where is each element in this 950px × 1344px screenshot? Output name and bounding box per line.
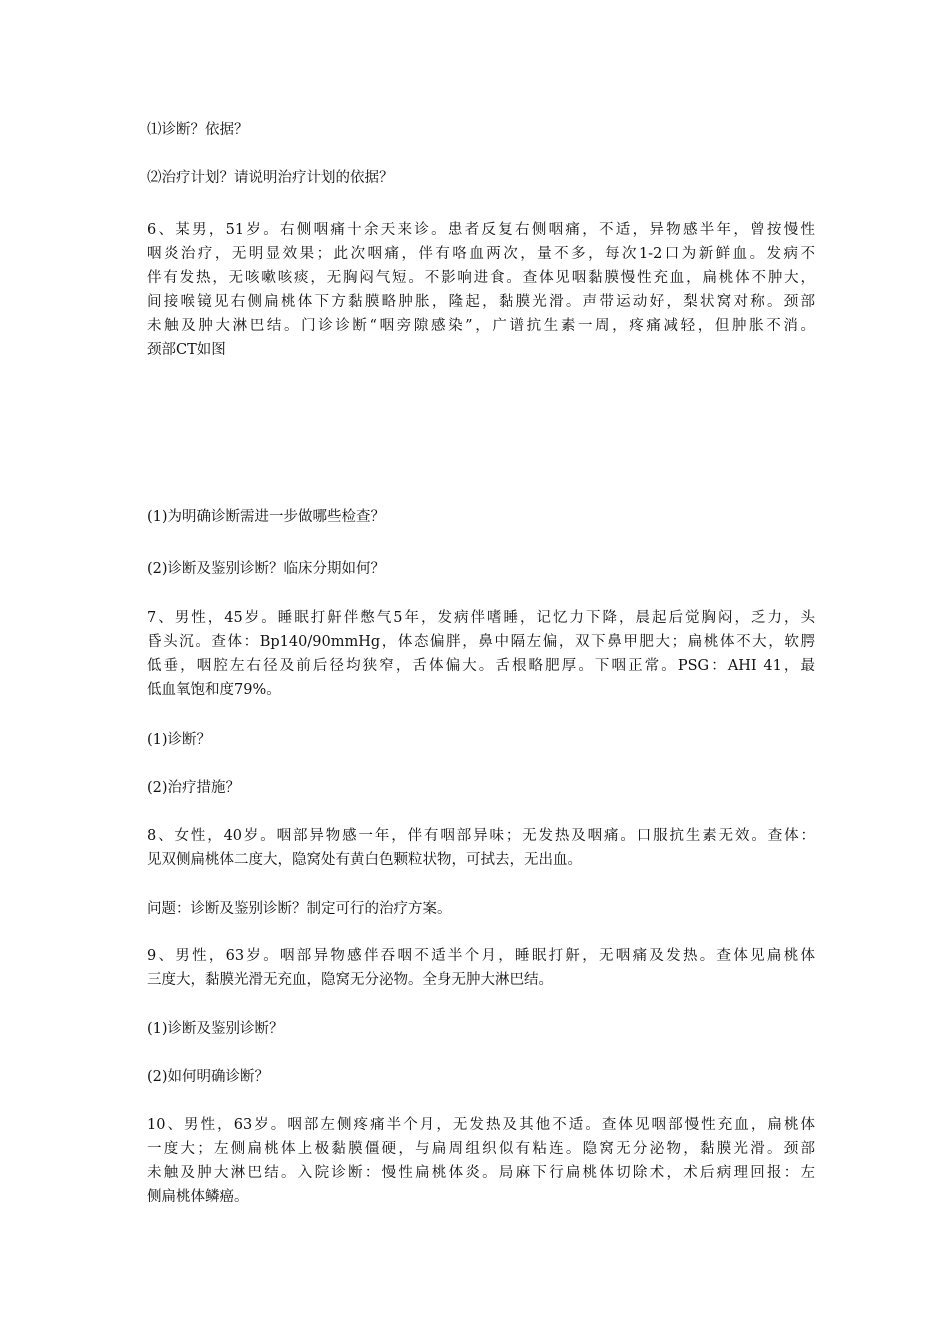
- question-7-2: (2)治疗措施？: [147, 780, 241, 796]
- question-9-1: (1)诊断及鉴别诊断？: [147, 1021, 284, 1037]
- case-8-paragraph: 8、女性，40岁。咽部异物感一年，伴有咽部异味；无发热及咽痛。口服抗生素无效。查体： 见双侧扁桃体二度大，隐窝处有黄白色颗粒状物，可拭去，无出血。: [147, 828, 815, 868]
- case-7-paragraph: 7、男性，45岁。睡眠打鼾伴憋气5年，发病伴嗜睡，记忆力下降，晨起后觉胸闷，乏力，头 昏头沉。查体：Bp140/90mmHg，体态偏胖，鼻中隔左偏，双下鼻甲肥大；扁桃体不大，软腭 低垂，咽腔左右径及前后径均狭窄，舌体偏大。舌根略肥厚。下咽正常。PSG：AHI 41，最 低血氧饱和度79%。: [147, 610, 815, 698]
- question-7-1: (1)诊断？: [147, 732, 212, 748]
- question-9-2: (2)如何明确诊断？: [147, 1069, 270, 1085]
- question-5-1: ⑴诊断？依据？: [147, 122, 249, 138]
- case-6-paragraph: 6、某男，51岁。右侧咽痛十余天来诊。患者反复右侧咽痛，不适，异物感半年，曾按慢性 咽炎治疗，无明显效果；此次咽痛，伴有咯血两次，量不多，每次1-2口为新鲜血。发病不 伴有发热，无咳嗽咳痰，无胸闷气短。不影响进食。查体见咽黏膜慢性充血，扁桃体不肿大， 间接喉镜见右侧扁桃体下方黏膜略肿胀，隆起，黏膜光滑。声带运动好，梨状窝对称。颈部 未触及肿大淋巴结。门诊诊断“咽旁隙感染”，广谱抗生素一周，疼痛减轻，但肿胀不消。 颈部CT如图: [147, 222, 815, 358]
- case-10-paragraph: 10、男性，63岁。咽部左侧疼痛半个月，无发热及其他不适。查体见咽部慢性充血，扁桃体 一度大；左侧扁桃体上极黏膜僵硬，与扁周组织似有粘连。隐窝无分泌物，黏膜光滑。颈部 未触及肿大淋巴结。入院诊断：慢性扁桃体炎。局麻下行扁桃体切除术，术后病理回报：左 侧扁桃体鳞癌。: [147, 1117, 815, 1205]
- question-8: 问题：诊断及鉴别诊断？制定可行的治疗方案。: [147, 901, 452, 917]
- question-6-1: (1)为明确诊断需进一步做哪些检查？: [147, 509, 386, 525]
- case-9-paragraph: 9、男性，63岁。咽部异物感伴吞咽不适半个月，睡眠打鼾，无咽痛及发热。查体见扁桃体 三度大，黏膜光滑无充血，隐窝无分泌物。全身无肿大淋巴结。: [147, 948, 815, 988]
- question-5-2: ⑵治疗计划？请说明治疗计划的依据？: [147, 170, 394, 186]
- question-6-2: (2)诊断及鉴别诊断？临床分期如何？: [147, 561, 386, 577]
